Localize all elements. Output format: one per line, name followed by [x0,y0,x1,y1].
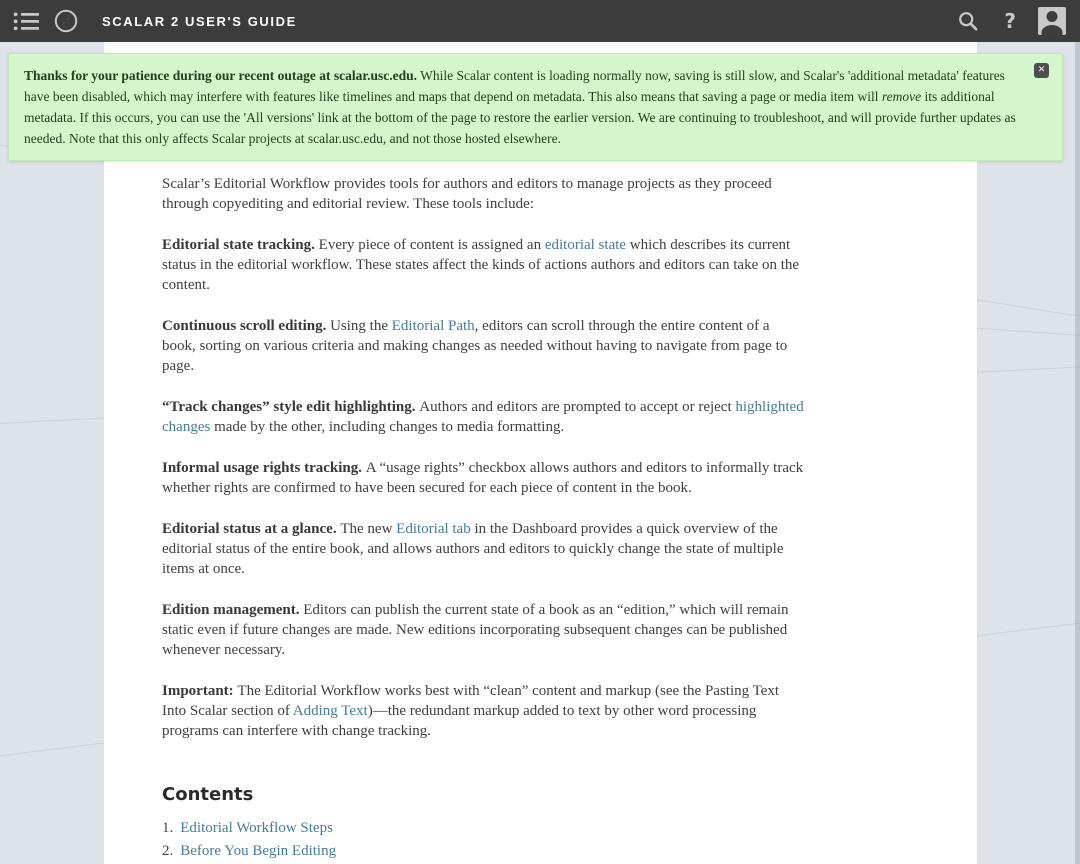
close-notice-button[interactable]: ✕ [1034,63,1049,78]
contents-list [162,817,804,863]
paragraph [162,600,804,660]
search-icon [957,10,979,32]
contents-heading: Contents [162,784,254,805]
inline-link[interactable]: highlighted changes [162,399,804,435]
text-segment: , editors can scroll through the entire content of a book, sorting on various criteria and making changes as needed without having to navigate from page to page. [162,318,788,374]
header-left-group [0,7,297,35]
text-segment: A “usage rights” checkbox allows authors and editors to informally track whether rights are confirmed to have been secured for each piece of content in the book. [162,460,804,496]
text-bold-lead: Editorial status at a glance. [162,521,341,537]
article-body [104,42,804,863]
contents-item-link[interactable]: Before You Begin Editing [180,843,337,859]
toc-menu-button[interactable] [12,7,40,35]
contents-item-link[interactable]: Editorial Workflow Steps [180,820,333,836]
text-italic: remove [881,89,922,104]
text-segment: The Editorial Workflow works best with “clean” content and markup (see the Pasting Text Into Scalar section of [162,683,780,719]
text-bold-lead: “Track changes” style edit highlighting. [162,399,420,415]
paragraph [162,458,804,498]
text-bold-lead: Informal usage rights tracking. [162,460,366,476]
header-right-group [954,7,1080,35]
contents-item [162,817,804,840]
text-bold-lead: Thanks for your patience during our recent outage at scalar.usc.edu. [24,68,418,83]
contents-item-number: 2. [162,843,174,859]
text-bold-lead: Editorial state tracking. [162,237,319,253]
search-button[interactable] [954,7,982,35]
inline-link[interactable]: editorial state [544,237,627,253]
text-segment: Editors can publish the current state of a book as an “edition,” which will remain static even if future changes are made. New editions incorporating subsequent changes can be published whenever necessary. [162,602,789,658]
paragraph [162,174,804,214]
app-title: SCALAR 2 USER'S GUIDE [102,13,297,29]
account-avatar-button[interactable] [1038,7,1066,35]
paragraph [162,681,804,741]
text-segment: made by the other, including changes to media formatting. [210,419,565,435]
compass-icon [53,8,79,34]
paragraph [162,235,804,295]
paragraph [162,397,804,437]
text-bold-lead: Important: [162,683,238,699]
contents-item [162,840,804,863]
paragraph [162,519,804,579]
text-segment: Authors and editors are prompted to accept or reject [419,399,736,415]
text-segment: its additional metadata. If this occurs, you can use the 'All versions' link at the bottom of the page to restore the earlier version. We are continuing to troubleshoot, and will provide further updates as needed. Note that this only affects Scalar projects at scalar.usc.edu, and not those hosted elsewhere. [24,89,1016,146]
text-bold-lead: Edition management. [162,602,304,618]
help-button[interactable]: ? [1004,9,1016,33]
compass-button[interactable] [52,7,80,35]
text-segment: While Scalar content is loading normally now, saving is still slow, and Scalar's 'additional metadata' features have been disabled, which may interfere with features like timelines and maps that depend on metadata. This also means that saving a page or media item will [24,68,1005,104]
article-paragraphs [162,174,804,741]
contents-item-number: 1. [162,820,174,836]
text-segment: Using the [330,318,392,334]
text-segment: The new [340,521,397,537]
text-segment: which describes its current status in the editorial workflow. These states affect the kinds of actions authors and editors can take on the content. [162,237,800,293]
inline-link[interactable]: Editorial tab [396,521,471,537]
text-bold-lead: Continuous scroll editing. [162,318,331,334]
text-segment: Every piece of content is assigned an [318,237,545,253]
paragraph [162,316,804,376]
avatar-person-icon [1047,11,1058,22]
outage-notice-banner [8,53,1063,161]
content-panel [104,42,977,864]
inline-link[interactable]: Adding Text [292,703,368,719]
app-header [0,0,1080,42]
outage-notice-text [24,65,1018,149]
page-scrollbar[interactable] [1075,42,1080,864]
inline-link[interactable]: Editorial Path [391,318,475,334]
text-segment: in the Dashboard provides a quick overview of the editorial status of the entire book, and allows authors and editors to quickly change the state of multiple items at once. [162,521,784,577]
toc-menu-icon [13,11,39,31]
text-segment: Scalar’s Editorial Workflow provides tools for authors and editors to manage projects as they proceed through copyediting and editorial review. These tools include: [162,176,772,212]
text-segment: )—the redundant markup added to text by other word processing programs can interfere with change tracking. [162,703,757,739]
